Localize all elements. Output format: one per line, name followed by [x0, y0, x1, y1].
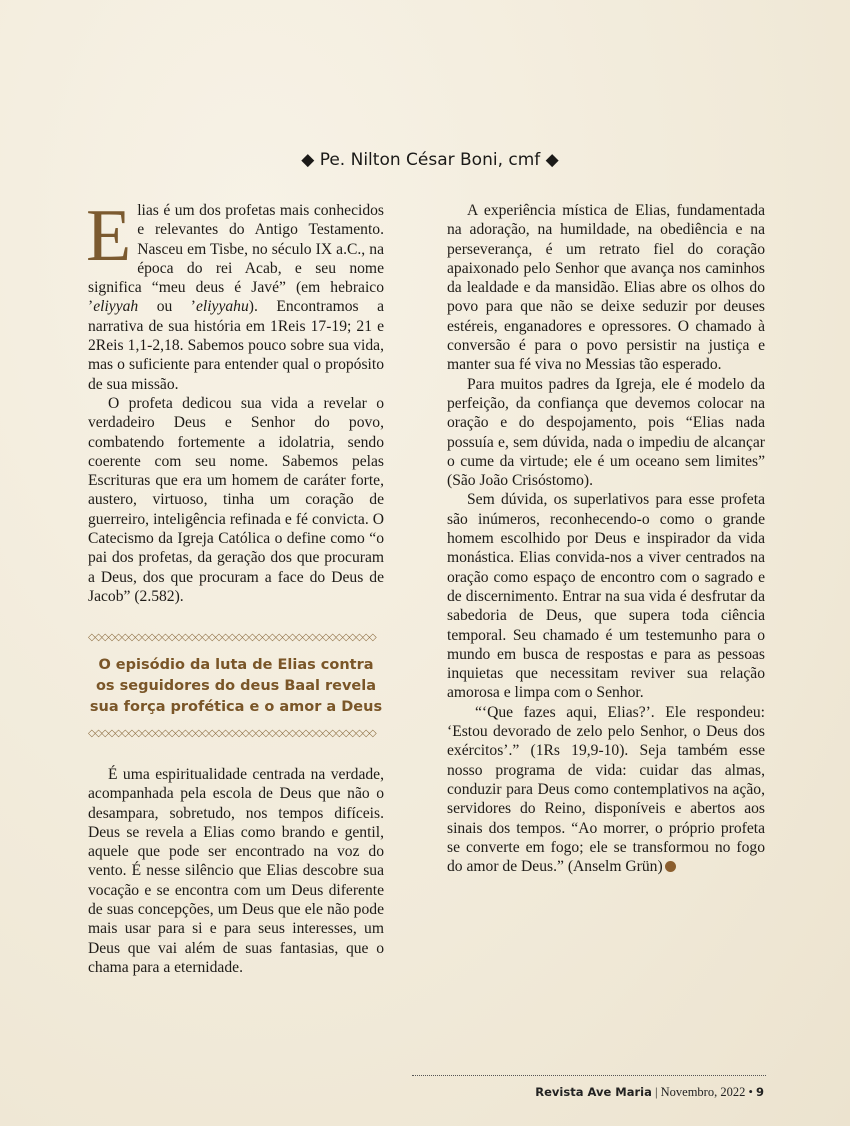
footer-bullet: • [748, 1085, 753, 1099]
end-mark-icon [665, 861, 676, 872]
ornament-divider: ◇◇◇◇◇◇◇◇◇◇◇◇◇◇◇◇◇◇◇◇◇◇◇◇◇◇◇◇◇◇◇◇◇◇◇◇◇◇◇◇◇◇◇ [88, 728, 376, 739]
closing-paragraph: “‘Que fazes aqui, Elias?’. Ele respondeu: ‘Estou devorado de zelo pelo Senhor, o Deus dos exércitos’.” (1Rs 19,9-10). Seja também esse nosso programa de vida: cuidar das almas, conduzir para Deus como contemplativos na ação, servidores do Reino, disponíveis e abertos aos sinais dos tempos. “Ao morrer, o próprio profeta se converte em fogo; ele se transformou no fogo do amor de Deus.” (Anselm Grün) [447, 703, 765, 876]
left-column-lower [88, 765, 384, 977]
paragraph: É uma espiritualidade centrada na verdade, acompanhada pela escola de Deus que não o desampara, sobretudo, nos tempos difíceis. Deus se revela a Elias como brando e gentil, aquele que pode ser encontrado na voz do vento. É nesse silêncio que Elias descobre sua vocação e se encontra com um Deus diferente de suas concepções, um Deus que ele não pode mais usar para si e para seus interesses, um Deus que vai além de suas fantasias, que o chama para a eternidade. [88, 766, 384, 976]
footer-separator: | [654, 1085, 658, 1099]
left-column [86, 195, 384, 606]
footer-divider [412, 1075, 766, 1076]
author-byline: ◆ Pe. Nilton César Boni, cmf ◆ [301, 150, 559, 170]
author-name: Pe. Nilton César Boni, cmf [319, 150, 541, 170]
magazine-name: Revista Ave Maria [535, 1085, 652, 1099]
ornament-divider: ◇◇◇◇◇◇◇◇◇◇◇◇◇◇◇◇◇◇◇◇◇◇◇◇◇◇◇◇◇◇◇◇◇◇◇◇◇◇◇◇◇◇◇ [88, 632, 376, 643]
paragraph: A experiência mística de Elias, fundamentada na adoração, na humildade, na obediência e na perseverança, é um retrato fiel do coração apaixonado pelo Senhor que avança nos caminhos da lealdade e da mansidão. Elias abre os olhos do povo para que não se deixe seduzir por deuses estéreis, enganadores e opressores. O chamado à conversão é para o povo persistir na justiça e manter sua fé viva no Messias tão esperado. [447, 202, 765, 374]
intro-paragraph: Elias é um dos profetas mais conhecidos e relevantes do Antigo Testamento. Nasceu em Tisbe, no século IX a.C., na época do rei Acab, e seu nome significa “meu deus é Javé” (em hebraico ’eliyyah ou ’eliyyahu). Encontramos a narrativa de sua história em 1Reis 17-19; 21 e 2Reis 1,1-2,18. Sabemos pouco sobre sua vida, mas o suficiente para entender qual o propósito de sua missão. [86, 195, 384, 393]
paragraph: O profeta dedicou sua vida a revelar o verdadeiro Deus e Senhor do povo, combatendo fortemente a idolatria, sendo coerente com seu nome. Sabemos pelas Escrituras que era um homem de caráter forte, austero, virtuoso, tinha um coração de guerreiro, inteligência refinada e fé convicta. O Catecismo da Igreja Católica o define como “o pai dos profetas, da geração dos que procuram a Deus, dos que procuram a face do Deus de Jacob” (2.582). [88, 394, 384, 605]
paragraph: Sem dúvida, os superlativos para esse profeta são inúmeros, reconhecendo-o como o grande homem escolhido por Deus e inspirador da vida monástica. Elias convida-nos a viver centrados na oração como espaço de encontro com o sagrado e de discernimento. Entrar na sua vida é desfrutar da sabedoria de Deus, que supera toda ciência temporal. Seu chamado é um testemunho para o mundo em busca de respostas e para as pessoas inquietas que necessitam reviver sua relação amorosa e limpa com o Senhor. [447, 491, 765, 702]
pull-quote-text: O episódio da luta de Elias contra os seguidores do deus Baal revela sua força profética e o amor a Deus [89, 657, 383, 715]
page-footer [535, 1085, 764, 1100]
issue-date: Novembro, 2022 [660, 1085, 746, 1099]
page-number: 9 [755, 1085, 764, 1099]
pull-quote [88, 632, 384, 739]
right-column [447, 201, 765, 876]
paragraph: Para muitos padres da Igreja, ele é modelo da perfeição, da confiança que devemos colocar na oração e do despojamento, pois “Elias nada possuía e, sem dúvida, nada o impediu de alcançar o cume da virtude; ele é um oceano sem limites” (São João Crisóstomo). [447, 375, 765, 490]
drop-cap: E [86, 195, 132, 277]
